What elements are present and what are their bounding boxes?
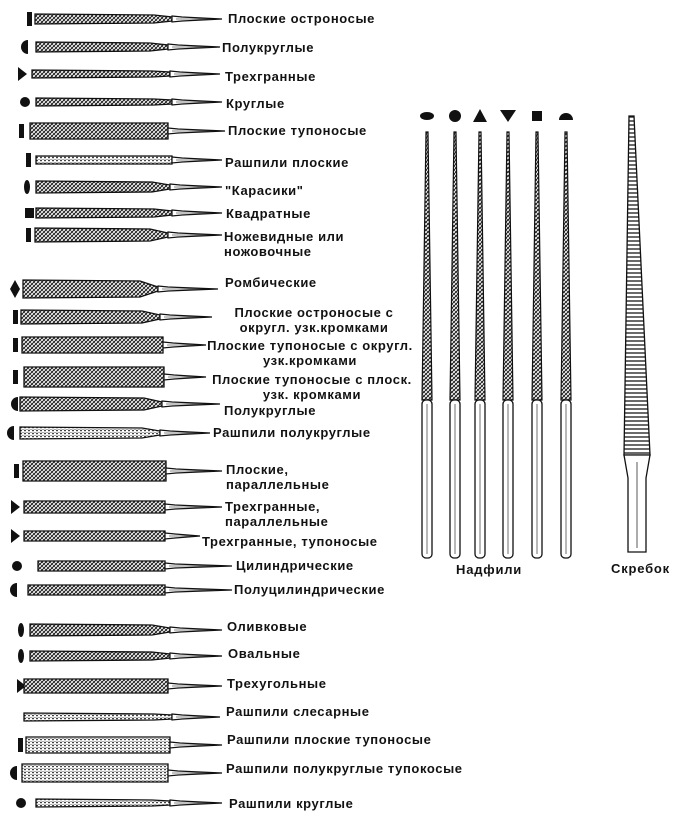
file-label: Полуцилиндрические [234,582,385,597]
half-round-profile-icon [7,426,14,440]
file-label: Круглые [226,96,285,111]
file-item [20,97,222,107]
file-item [10,583,232,597]
file-item [18,623,222,637]
file-blade [24,367,164,387]
needle-files-group [420,109,573,558]
file-item [14,461,222,481]
needle-file [449,110,461,558]
file-label: Плоские тупоносые с плоск. узк. кромками [212,372,412,402]
needle-blade [450,132,460,400]
needle-blade [475,132,485,400]
square-profile-icon [532,111,542,121]
file-label: Плоские остроносые с округл. узк.кромками [234,305,394,335]
file-label: Полукруглые [224,403,317,418]
rect-profile-icon [27,12,32,26]
diamond-profile-icon [10,280,20,298]
file-blade [24,531,165,541]
files-list [7,12,232,808]
needle-file [532,111,542,558]
rect-profile-icon [18,738,23,752]
needle-file [500,110,516,558]
file-label: Трехгранные, параллельные [225,499,329,529]
file-item [10,280,218,298]
rect-profile-icon [26,228,31,242]
file-blade [21,310,160,324]
file-blade [36,181,170,193]
file-item [25,208,222,218]
file-blade [36,42,168,52]
half-round-profile-icon [10,583,17,597]
scraper-blade [624,116,650,455]
file-label: Рашпили слесарные [226,704,370,719]
file-label: Плоские тупоносые [228,123,367,138]
file-item [19,123,225,139]
file-item [16,798,222,808]
file-item [11,500,222,514]
file-label: Плоские, параллельные [226,462,330,492]
round-profile-icon [12,561,22,571]
file-item [18,737,222,753]
file-item [24,180,222,194]
file-item [7,426,210,440]
file-item [13,337,206,353]
file-blade [30,123,168,139]
file-blade [36,156,172,164]
file-label: Ножевидные или ножовочные [224,229,345,259]
half-round-profile-icon [559,113,573,120]
file-label: Квадратные [226,206,311,221]
file-item [12,561,232,571]
file-blade [30,651,170,661]
file-blade [30,624,170,636]
rect-profile-icon [13,370,18,384]
file-blade [38,561,165,571]
file-blade [24,501,165,513]
file-label: Трехгранные [225,69,316,84]
file-label: Рашпили круглые [229,796,354,811]
triangle-down-profile-icon [500,110,516,122]
file-item [18,649,222,663]
file-item [24,713,220,721]
file-item [11,529,200,543]
file-blade [23,461,166,481]
rect-profile-icon [14,464,19,478]
file-blade [36,799,170,807]
oval-profile-icon [420,112,434,120]
file-label: Ромбические [225,275,317,290]
file-blade [36,98,172,106]
needle-file [420,112,434,558]
file-item [26,228,222,242]
triangle-profile-icon [11,529,20,543]
half-round-profile-icon [11,397,18,411]
file-label: Рашпили плоские тупоносые [227,732,432,747]
file-item [26,153,222,167]
file-label: Трехугольные [227,676,327,691]
file-blade [20,397,162,411]
needle-file [559,113,573,558]
rect-profile-icon [13,338,18,352]
file-blade [24,679,168,693]
file-item [21,40,220,54]
file-item [11,397,220,411]
file-label: Рашпили полукруглые [213,425,371,440]
file-blade [20,427,160,439]
file-blade [23,280,158,298]
file-item [17,679,222,693]
needle-blade [422,132,432,400]
file-label: Полукруглые [222,40,315,55]
scraper [624,116,650,552]
file-label: Оливковые [227,619,308,634]
triangle-profile-icon [18,67,27,81]
round-profile-icon [20,97,30,107]
oval-profile-icon [24,180,30,194]
file-item [10,764,222,782]
scraper-caption: Скребок [611,561,670,576]
file-label: Трехгранные, тупоносые [202,534,378,549]
file-blade [22,337,163,353]
round-profile-icon [16,798,26,808]
round-profile-icon [449,110,461,122]
file-label: Цилиндрические [236,558,354,573]
scraper-group [624,116,650,552]
file-item [13,367,206,387]
needle-file [473,109,487,558]
file-blade [24,713,172,721]
file-item [13,310,212,324]
file-item [18,67,220,81]
needle-blade [503,132,513,400]
file-label: Плоские остроносые [228,11,376,26]
file-blade [32,70,170,78]
file-label: Рашпили полукруглые тупокосые [226,761,463,776]
triangle-profile-icon [473,109,487,122]
square-profile-icon [25,208,34,218]
needle-blade [561,132,571,400]
file-blade [26,737,170,753]
file-blade [35,14,172,24]
file-blade [36,208,172,218]
half-round-profile-icon [21,40,28,54]
needle-files-caption: Надфили [456,562,523,577]
needle-blade [532,132,542,400]
file-label: Плоские тупоносые с округл. узк.кромками [207,338,413,368]
rect-profile-icon [13,310,18,324]
triangle-profile-icon [11,500,20,514]
oval-profile-icon [18,649,24,663]
file-blade [22,764,168,782]
file-blade [35,228,168,242]
rect-profile-icon [19,124,24,138]
oval-profile-icon [18,623,24,637]
file-label: Рашпили плоские [225,155,349,170]
half-round-profile-icon [10,766,17,780]
rect-profile-icon [26,153,31,167]
file-label: "Карасики" [225,183,304,198]
file-blade [28,585,165,595]
file-item [27,12,222,26]
file-label: Овальные [228,646,301,661]
